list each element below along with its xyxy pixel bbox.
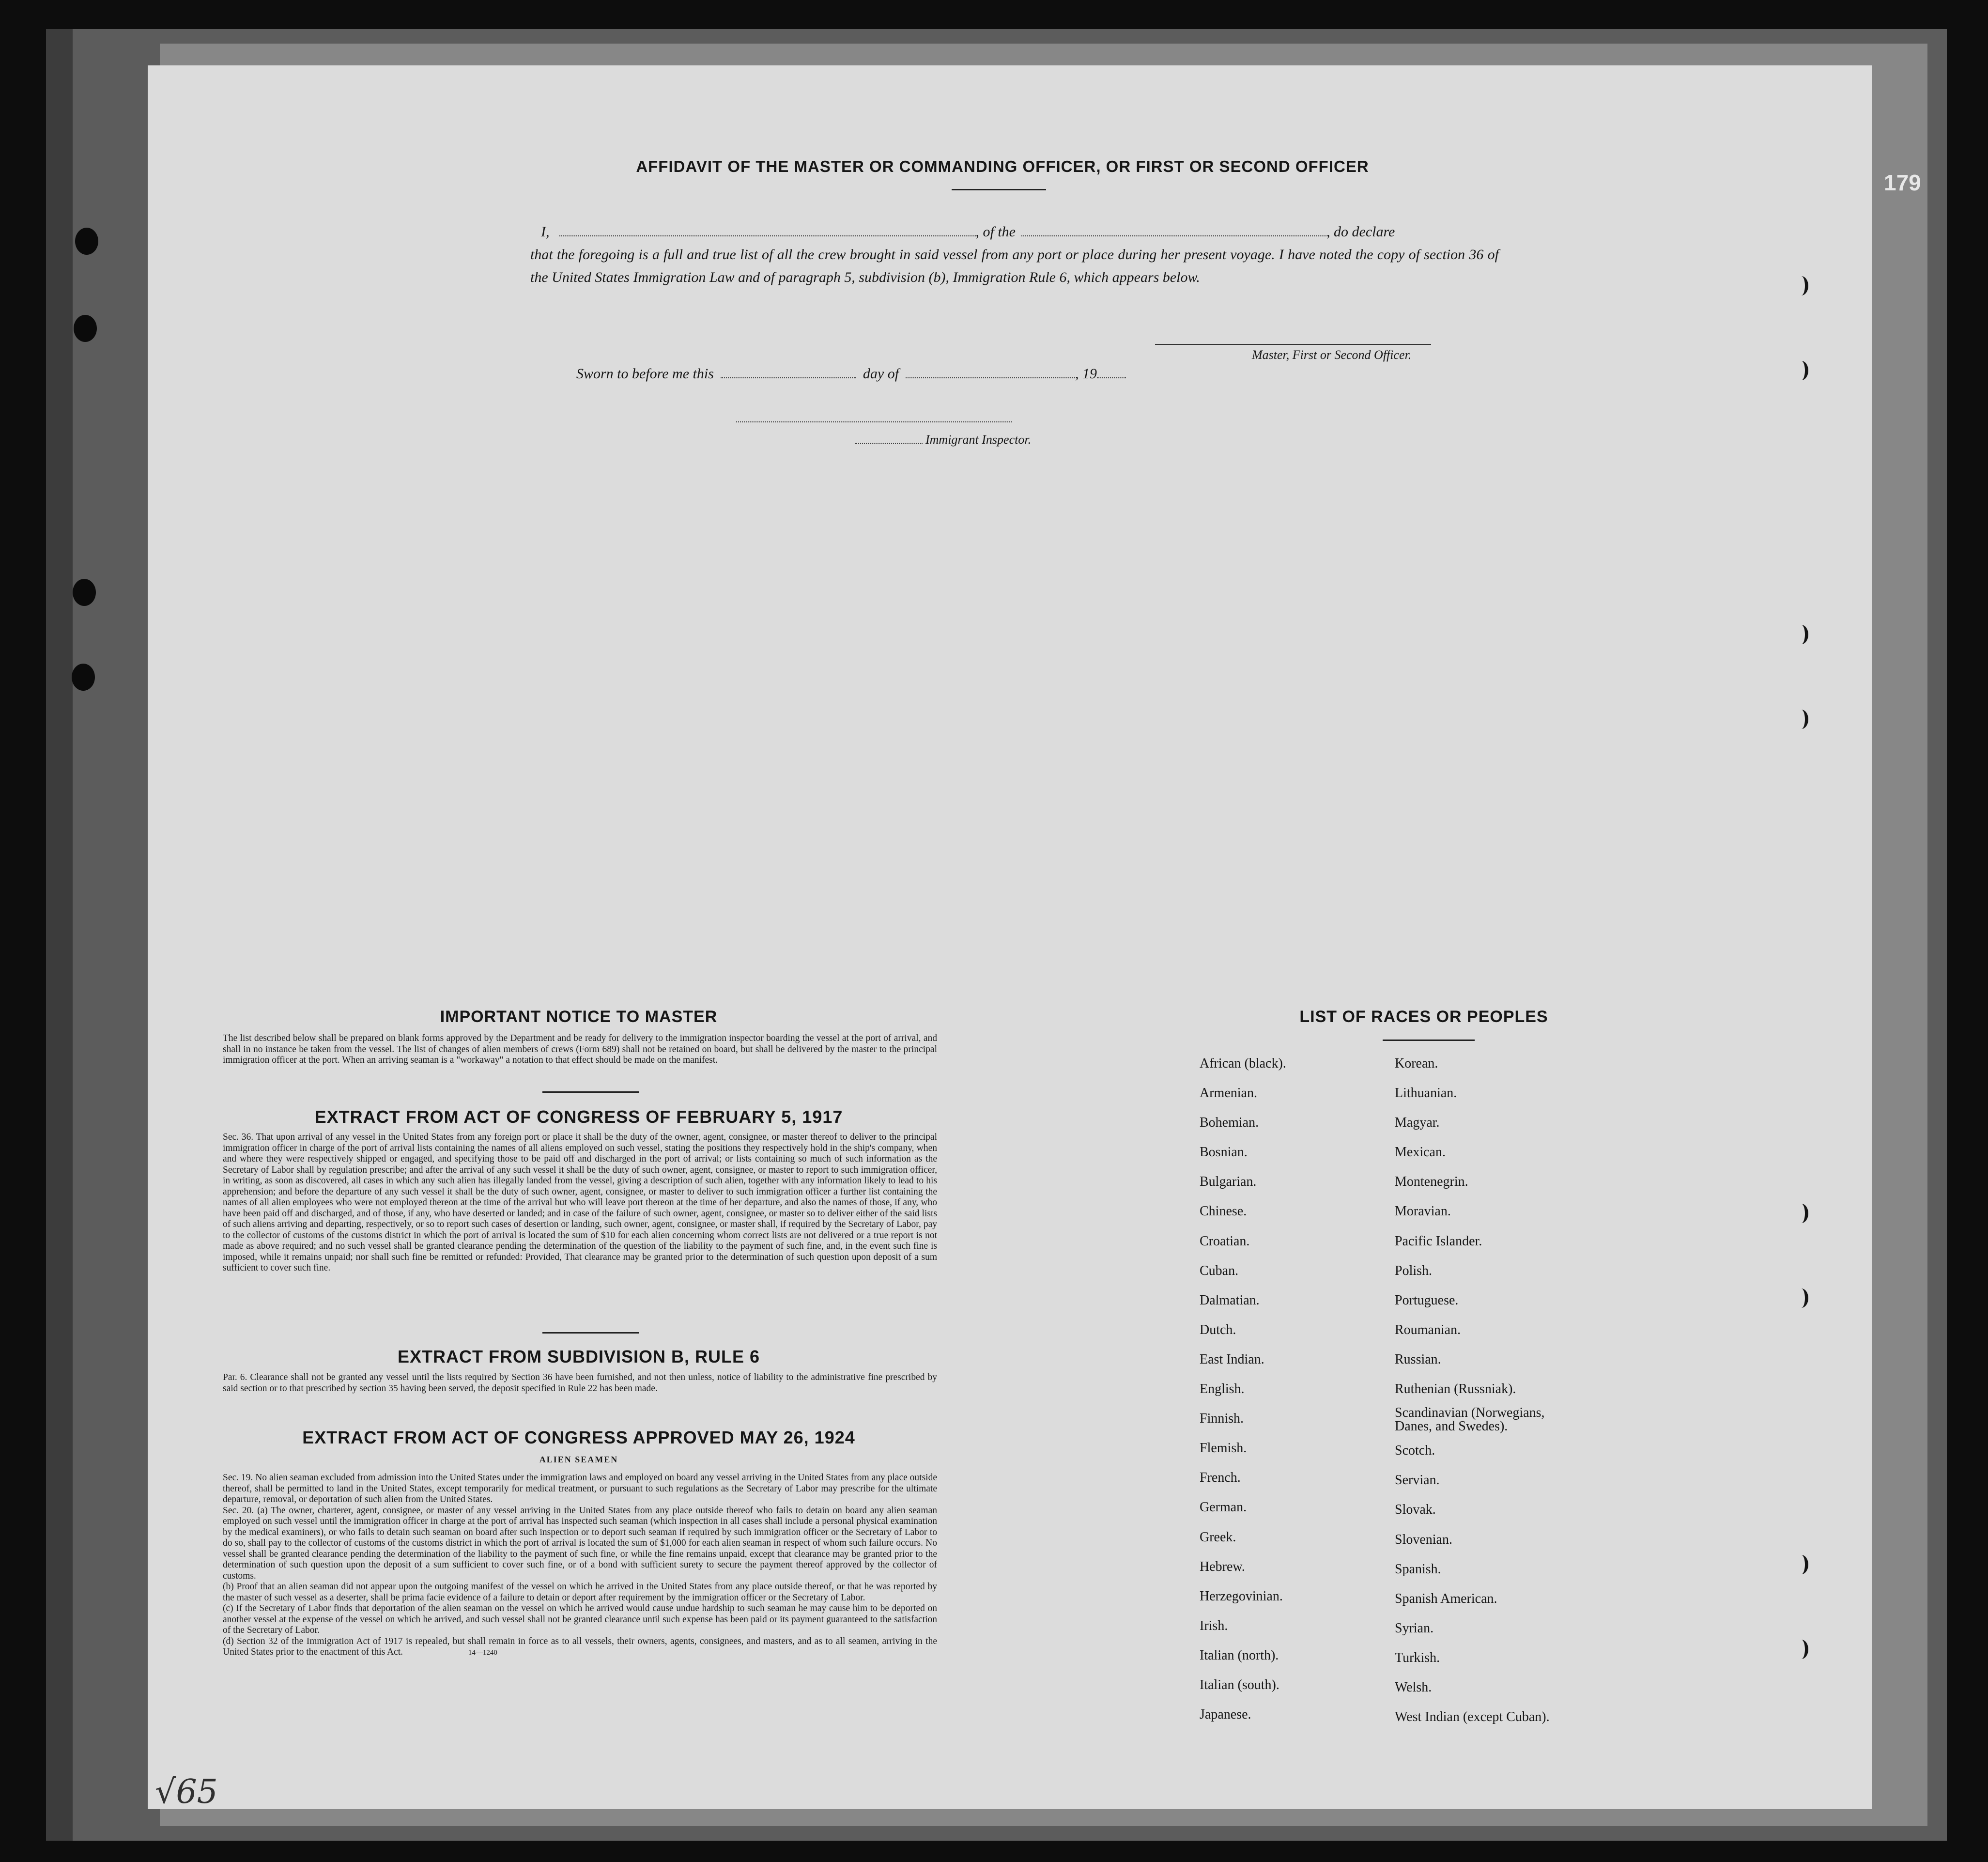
notice-rule — [542, 1091, 639, 1093]
races-column-1 — [1200, 1049, 1384, 1729]
race-item: Scandinavian (Norwegians, Danes, and Swedes). — [1395, 1405, 1545, 1434]
affidavit-body — [530, 220, 1499, 289]
race-item: Montenegrin. — [1395, 1174, 1468, 1190]
affidavit-title: AFFIDAVIT OF THE MASTER OR COMMANDING OFFICER, OR FIRST OR SECOND OFFICER — [636, 157, 1369, 175]
race-item: Portuguese. — [1395, 1292, 1459, 1308]
race-item: English. — [1200, 1381, 1245, 1397]
affidavit-title-rule — [952, 189, 1046, 190]
page-number: 179 — [1884, 170, 1921, 195]
extract-1917-title: EXTRACT FROM ACT OF CONGRESS OF FEBRUARY 5, 1917 — [314, 1107, 843, 1127]
sworn-year-label: , 19 — [1075, 366, 1097, 382]
race-item: Syrian. — [1395, 1620, 1434, 1636]
race-item: Ruthenian (Russniak). — [1395, 1381, 1516, 1397]
handwritten-note: √65 — [155, 1773, 218, 1811]
race-item: Cuban. — [1200, 1263, 1239, 1278]
race-item: Polish. — [1395, 1263, 1433, 1278]
sec-19-text: Sec. 19. No alien seaman excluded from admission into the United States under the immigration laws and employed on board any vessel arriving in the United States from any place outside thereof, shall be permitted to land in the United States, except temporarily for medical treatment, or pursuant to such regulations as the Secretary of Labor may prescribe for the ultimate departure, removal, or deportation of such alien from the United States. — [223, 1473, 937, 1505]
punch-hole — [72, 664, 95, 691]
race-item: Magyar. — [1395, 1115, 1440, 1131]
declarant-prefix: I, — [541, 224, 550, 240]
alien-seamen-subtitle: ALIEN SEAMEN — [539, 1455, 618, 1464]
race-item: German. — [1200, 1500, 1247, 1515]
vessel-prefix: , of the — [975, 224, 1016, 240]
extract-rule6-title: EXTRACT FROM SUBDIVISION B, RULE 6 — [397, 1347, 760, 1366]
race-item: Italian (north). — [1200, 1647, 1279, 1663]
races-title-rule — [1383, 1040, 1475, 1041]
race-item: Slovenian. — [1395, 1532, 1452, 1547]
master-signature-line[interactable] — [1155, 344, 1431, 345]
race-item: Roumanian. — [1395, 1322, 1461, 1337]
extract-1924-title: EXTRACT FROM ACT OF CONGRESS APPROVED MAY 26, 1924 — [302, 1428, 855, 1447]
race-item: Croatian. — [1200, 1233, 1250, 1249]
races-column-2 — [1395, 1049, 1627, 1732]
sworn-year-field[interactable] — [1097, 377, 1126, 378]
sworn-day-label: day of — [863, 366, 899, 382]
race-item: Herzegovinian. — [1200, 1588, 1283, 1604]
races-title: LIST OF RACES OR PEOPLES — [1299, 1008, 1548, 1026]
race-item: Dalmatian. — [1200, 1292, 1260, 1308]
race-item: Korean. — [1395, 1056, 1438, 1071]
binder-ring — [1794, 1204, 1808, 1223]
binder-ring — [1794, 625, 1808, 644]
sworn-day-field[interactable] — [721, 377, 856, 378]
affidavit-statement: that the foregoing is a full and true list of all the crew brought in said vessel from any port or place during her present voyage. I have noted the copy of section 36 of the United States Immigration Law and of paragraph 5, subdivision (b), Immigration Rule 6, which appears below. — [530, 247, 1499, 285]
sworn-prefix: Sworn to before me this — [576, 366, 714, 382]
race-item: Pacific Islander. — [1395, 1233, 1482, 1249]
notice-title: IMPORTANT NOTICE TO MASTER — [440, 1008, 718, 1026]
race-item: Mexican. — [1395, 1145, 1446, 1160]
race-item: Bohemian. — [1200, 1115, 1259, 1131]
race-item: Finnish. — [1200, 1411, 1244, 1427]
punch-hole — [75, 228, 98, 255]
race-item: Hebrew. — [1200, 1559, 1245, 1574]
form-code: 14—1240 — [468, 1649, 497, 1657]
extract-rule6-text: Par. 6. Clearance shall not be granted any vessel until the lists required by Section 36 have been furnished, and not then unless, notice of liability to the administrative fine prescribed by said section or to that prescribed by section 35 having been served, the deposit specified in Rule 22 has been made. — [223, 1372, 937, 1394]
race-item: Turkish. — [1395, 1650, 1440, 1665]
punch-hole — [74, 315, 97, 342]
sworn-month-field[interactable] — [906, 377, 1075, 378]
master-signature-label: Master, First or Second Officer. — [1252, 348, 1412, 362]
race-item: Slovak. — [1395, 1502, 1436, 1518]
race-item: Spanish American. — [1395, 1591, 1497, 1606]
declare-suffix: , do declare — [1326, 224, 1395, 240]
punch-hole — [73, 579, 96, 606]
race-item: Chinese. — [1200, 1204, 1247, 1219]
race-item: West Indian (except Cuban). — [1395, 1709, 1550, 1725]
inspector-line — [855, 433, 1031, 447]
inspector-label: Immigrant Inspector. — [925, 433, 1032, 447]
race-item: Scotch. — [1395, 1443, 1435, 1459]
binder-ring — [1794, 276, 1808, 295]
race-item: Flemish. — [1200, 1441, 1247, 1456]
race-item: Dutch. — [1200, 1322, 1236, 1337]
race-item: Lithuanian. — [1395, 1086, 1457, 1101]
race-item: African (black). — [1200, 1056, 1286, 1071]
extract-1917-text: Sec. 36. That upon arrival of any vessel in the United States from any foreign port or place it shall be the duty of the owner, agent, consignee, or master thereof to deliver to the principal immigration officer in charge of the port of arrival lists containing the names of all aliens employed on such vessel, stating the positions they respectively hold in the ship's company, when and where they were respectively shipped or engaged, and specifying those to be paid off and discharged in the port of arrival; or lists containing so much of such information as the Secretary of Labor shall by regulation prescribe; and after the arrival of any such vessel it shall be the duty of such owner, agent, consignee, or master to report to such immigration officer, in writing, as soon as discovered, all cases in which any such alien has illegally landed from the vessel, giving a description of such alien, together with any information likely to lead to his apprehension; and before the departure of any such vessel it shall be the duty of such owner, agent, consignee, or master to deliver to such immigration officer a further list containing the names of all alien employees who were not employed thereon at the time of the arrival but who will leave port thereon at the time of her departure, and also the names of those, if any, who have been paid off and discharged, and of those, if any, who have deserted or landed; and in case of the failure of such owner, agent, consignee, or master so to deliver either of the said lists of such aliens arriving and departing, respectively, or so to report such cases of desertion or landing, such owner, agent, consignee, or master shall, if required by the Secretary of Labor, pay to the collector of customs of the customs district in which the port of arrival is located the sum of $10 for each alien concerning whom correct lists are not delivered or a true report is not made as above required; and no such vessel shall be granted clearance pending the determination of the question of the liability to the payment of such fine, and, in the event such fine is imposed, while it remains unpaid; nor shall such fine be remitted or refunded: Provided, That clearance may be granted prior to the determination of such question upon deposit of a sum sufficient to cover such fine. — [223, 1132, 937, 1273]
race-item: Bulgarian. — [1200, 1174, 1257, 1190]
race-item: Greek. — [1200, 1529, 1236, 1545]
extract-1917-rule — [542, 1332, 639, 1334]
race-item: Russian. — [1395, 1351, 1441, 1367]
binder-ring — [1794, 361, 1808, 380]
race-item: Spanish. — [1395, 1561, 1441, 1577]
race-item: Servian. — [1395, 1473, 1440, 1488]
binder-ring — [1794, 710, 1808, 729]
inspector-signature-line[interactable] — [736, 421, 1012, 422]
sec-20d-body: (d) Section 32 of the Immigration Act of 1917 is repealed, but shall remain in force as to all vessels, their owners, agents, consignees, and masters, and as to all seamen, arriving in the United States prior to the enactment of this Act. — [223, 1636, 937, 1657]
sec-20a-text: Sec. 20. (a) The owner, charterer, agent, consignee, or master of any vessel arriving in the United States from any place outside thereof who fails to detain on board any alien seaman employed on such vessel until the immigration officer in charge at the port of arrival has inspected such seaman (which inspection in all cases shall include a personal physical examination by the medical examiners), or who fails to detain such seaman on board after such inspection or to deport such seaman if required by such immigration officer or the Secretary of Labor to do so, shall pay to the collector of customs of the customs district in which the port of arrival is located the sum of $1,000 for each alien seaman in respect of whom such failure occurs. No vessel shall be granted clearance pending the determination of the liability to the payment of such fine, or while the fine remains unpaid, except that clearance may be granted prior to the determination of such question upon the deposit of a sum sufficient to cover such fine, or of a bond with sufficient surety to secure the payment thereof approved by the collector of customs. — [223, 1505, 937, 1581]
affidavit-declare-line — [530, 220, 1499, 243]
sec-20d-text — [223, 1636, 937, 1659]
race-item: Japanese. — [1200, 1707, 1251, 1722]
extract-1924-text — [223, 1473, 937, 1659]
race-item: Welsh. — [1395, 1679, 1432, 1695]
race-item: Italian (south). — [1200, 1677, 1279, 1692]
notice-text: The list described below shall be prepared on blank forms approved by the Department and be ready for delivery to the immigration inspector boarding the vessel at the port of arrival, and shall in no instance be taken from the vessel. The list of changes of alien members of crews (Form 689) shall not be retained on board, but shall be delivered by the master to the principal immigration officer at the port. When an arriving seaman is a "workaway" a notation to that effect should be made on the manifest. — [223, 1033, 937, 1065]
race-item: French. — [1200, 1470, 1241, 1486]
inspector-name-field[interactable] — [855, 443, 923, 444]
binder-ring — [1794, 1640, 1808, 1659]
sec-20c-text: (c) If the Secretary of Labor finds that deportation of the alien seaman on the vessel on which he arrived would cause undue hardship to such seaman he may cause him to be deported on another vessel at the expense of the vessel on which he arrived, and such vessel shall not be granted clearance until such expense has been paid or its payment guaranteed to the satisfaction of the Secretary of Labor. — [223, 1603, 937, 1635]
sec-20b-text: (b) Proof that an alien seaman did not appear upon the outgoing manifest of the vessel on which he arrived in the United States from any place outside thereof, or that he was reported by the master of such vessel as a deserter, shall be prima facie evidence of a failure to detain or deport after requirement by the immigration officer or the Secretary of Labor. — [223, 1582, 937, 1603]
binder-ring — [1794, 1288, 1808, 1308]
race-item: East Indian. — [1200, 1351, 1264, 1367]
vessel-name-field[interactable] — [1021, 235, 1326, 236]
race-item: Armenian. — [1200, 1086, 1257, 1101]
declarant-name-field[interactable] — [559, 235, 976, 236]
race-item: Bosnian. — [1200, 1145, 1248, 1160]
race-item: Irish. — [1200, 1618, 1228, 1633]
binder-ring — [1794, 1555, 1808, 1574]
sworn-line — [576, 366, 1126, 382]
race-item: Moravian. — [1395, 1204, 1451, 1219]
